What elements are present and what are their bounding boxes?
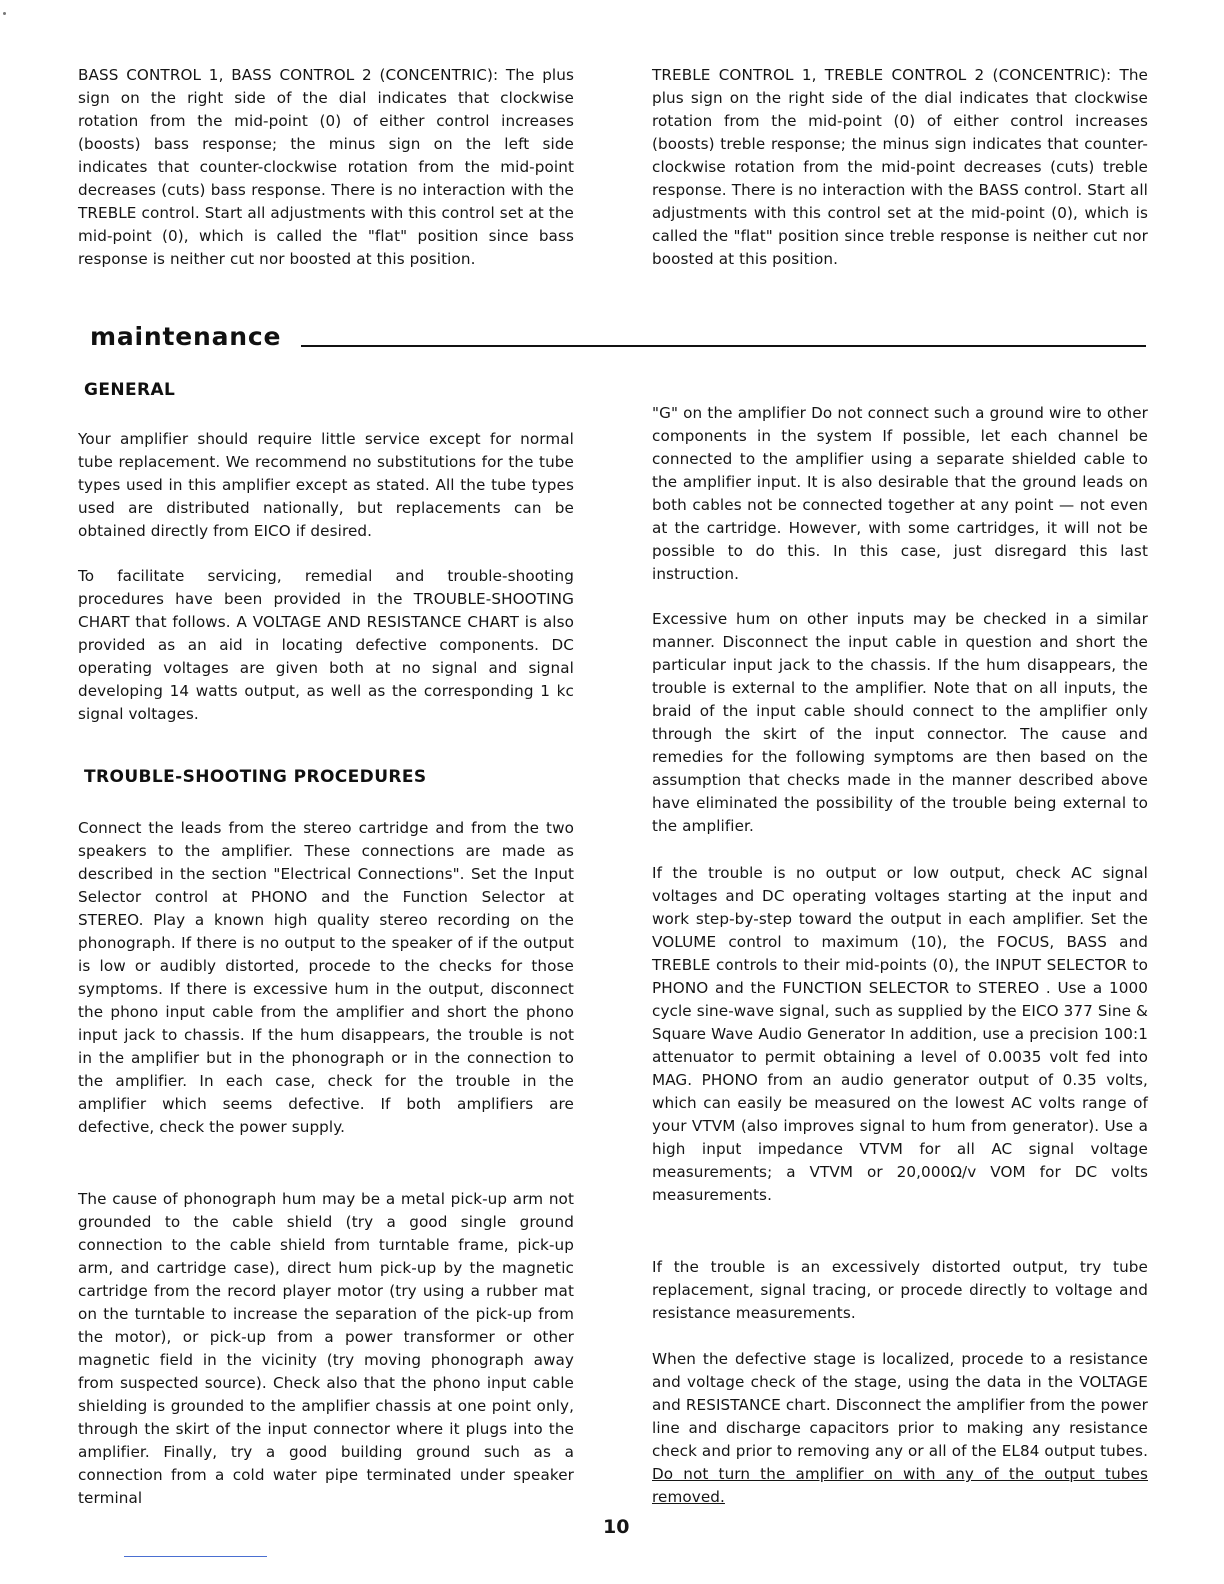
bass-control-text: The plus sign on the right side of the dial indicates that clockwise rotation from the mid-point (0) of either control increases (boosts) bass response; the minus sign on the left side indicates that counter-clockwise rotation from the mid-point decreases (cuts) bass response. There is no interaction with the TREBLE control. Start all adjustments with this control set at the mid-point (0), which is called the "flat" position since bass response is neither cut nor boosted at this position. <box>78 66 574 268</box>
treble-control-heading: TREBLE CONTROL 1, TREBLE CONTROL 2 (CONCENTRIC): <box>652 66 1112 84</box>
bass-control-heading: BASS CONTROL 1, BASS CONTROL 2 (CONCENTRIC): <box>78 66 499 84</box>
section-title: maintenance <box>90 322 282 351</box>
treble-control-paragraph <box>652 64 1148 271</box>
output-tube-warning: Do not turn the amplifier on with any of the output tubes removed. <box>652 1465 1148 1506</box>
general-paragraph-2 <box>78 565 574 726</box>
resistance-check-paragraph <box>652 1348 1148 1509</box>
no-output-paragraph <box>652 862 1148 1207</box>
distortion-text: If the trouble is an excessively distorted output, try tube replacement, signal tracing, or procede directly to voltage and resistance measurements. <box>652 1258 1148 1322</box>
trouble-shooting-heading: TROUBLE-SHOOTING PROCEDURES <box>84 767 427 787</box>
no-output-text: If the trouble is no output or low output, check AC signal voltages and DC operating voltages starting at the input and work step-by-step toward the output in each amplifier. Set the VOLUME control to maximum (10), the FOCUS, BASS and TREBLE controls to their mid-points (0), the INPUT SELECTOR to PHONO and the FUNCTION SELECTOR to STEREO . Use a 1000 cycle sine-wave signal, such as supplied by the EICO 377 Sine & Square Wave Audio Generator In addition, use a precision 100:1 attenuator to permit obtaining a level of 0.0035 volt fed into MAG. PHONO from an audio generator output of 0.35 volts, which can easily be measured on the lowest AC volts range of your VTVM (also improves signal to hum from generator). Use a high input impedance VTVM for all AC signal voltage measurements; a VTVM or 20,000Ω/v VOM for DC volts measurements. <box>652 864 1148 1204</box>
trouble-shooting-paragraph-1 <box>78 817 574 1139</box>
footer-rule <box>124 1556 267 1557</box>
bass-control-block <box>78 64 574 271</box>
scan-speck <box>3 12 6 15</box>
trouble-shooting-text-1: Connect the leads from the stereo cartridge and from the two speakers to the amplifier. These connections are made as described in the section "Electrical Connections". Set the Input Selector control at PHONO and the Function Selector at STEREO. Play a known high quality stereo recording on the phonograph. If there is no output to the speaker of if the output is low or audibly distorted, procede to the checks for those symptoms. If there is excessive hum in the output, disconnect the phono input cable from the amplifier and short the phono input jack to chassis. If the hum disappears, the trouble is not in the amplifier but in the phonograph or in the connection to the amplifier. In each case, check for the trouble in the amplifier which seems defective. If both amplifiers are defective, check the power supply. <box>78 819 574 1136</box>
distortion-paragraph <box>652 1256 1148 1325</box>
bass-control-paragraph <box>78 64 574 271</box>
general-paragraph-1 <box>78 428 574 543</box>
general-text-1: Your amplifier should require little service except for normal tube replacement. We recommend no substitutions for the tube types used in this amplifier except as stated. All the tube types used are distributed nationally, but replacements can be obtained directly from EICO if desired. <box>78 430 574 540</box>
ground-wire-text: "G" on the amplifier Do not connect such a ground wire to other components in the system If possible, let each channel be connected to the amplifier using a separate shielded cable to the amplifier input. It is also desirable that the ground leads on both cables not be connected together at any point — not even at the cartridge. However, with some cartridges, it will not be possible to do this. In this case, just disregard this last instruction. <box>652 404 1148 583</box>
trouble-shooting-paragraph-2 <box>78 1188 574 1510</box>
resistance-check-body: When the defective stage is localized, procede to a resistance and voltage check of the stage, using the data in the VOLTAGE and RESISTANCE chart. Disconnect the amplifier from the power line and discharge capacitors prior to making any resistance check and prior to removing any or all of the EL84 output tubes. <box>652 1350 1148 1460</box>
ground-wire-paragraph <box>652 402 1148 586</box>
general-heading: GENERAL <box>84 380 176 400</box>
hum-check-text: Excessive hum on other inputs may be checked in a similar manner. Disconnect the input cable in question and short the particular input jack to the chassis. If the hum disappears, the trouble is external to the amplifier. Note that on all inputs, the braid of the input cable should connect to the amplifier only through the skirt of the input connector. The cause and remedies for the following symptoms are then based on the assumption that checks made in the manner described above have eliminated the possibility of the trouble being external to the amplifier. <box>652 610 1148 835</box>
hum-check-paragraph <box>652 608 1148 838</box>
section-rule <box>301 345 1146 347</box>
treble-control-text: The plus sign on the right side of the dial indicates that clockwise rotation from the mid-point (0) of either control increases (boosts) treble response; the minus sign indicates that counter-clockwise rotation from the mid-point decreases (cuts) treble response. There is no interaction with the BASS control. Start all adjustments with this control set at the mid-point (0), which is called the "flat" position since treble response is neither cut nor boosted at this position. <box>652 66 1148 268</box>
resistance-check-text <box>652 1348 1148 1509</box>
treble-control-block <box>652 64 1148 271</box>
general-text-2: To facilitate servicing, remedial and trouble-shooting procedures have been provided in the TROUBLE-SHOOTING CHART that follows. A VOLTAGE AND RESISTANCE CHART is also provided as an aid in locating defective components. DC operating voltages are given both at no signal and signal developing 14 watts output, as well as the corresponding 1 kc signal voltages. <box>78 567 574 723</box>
trouble-shooting-text-2: The cause of phonograph hum may be a metal pick-up arm not grounded to the cable shield (try a good single ground connection to the cable shield from turntable frame, pick-up arm, and cartridge case), direct hum pick-up by the magnetic cartridge from the record player motor (try using a rubber mat on the turntable to increase the separation of the pick-up from the motor), or pick-up from a power transformer or other magnetic field in the vicinity (try moving phonograph away from suspected source). Check also that the phono input cable shielding is grounded to the amplifier chassis at one point only, through the skirt of the input connector where it plugs into the amplifier. Finally, try a good building ground such as a connection from a cold water pipe terminated under speaker terminal <box>78 1190 574 1507</box>
page-number: 10 <box>603 1516 630 1538</box>
